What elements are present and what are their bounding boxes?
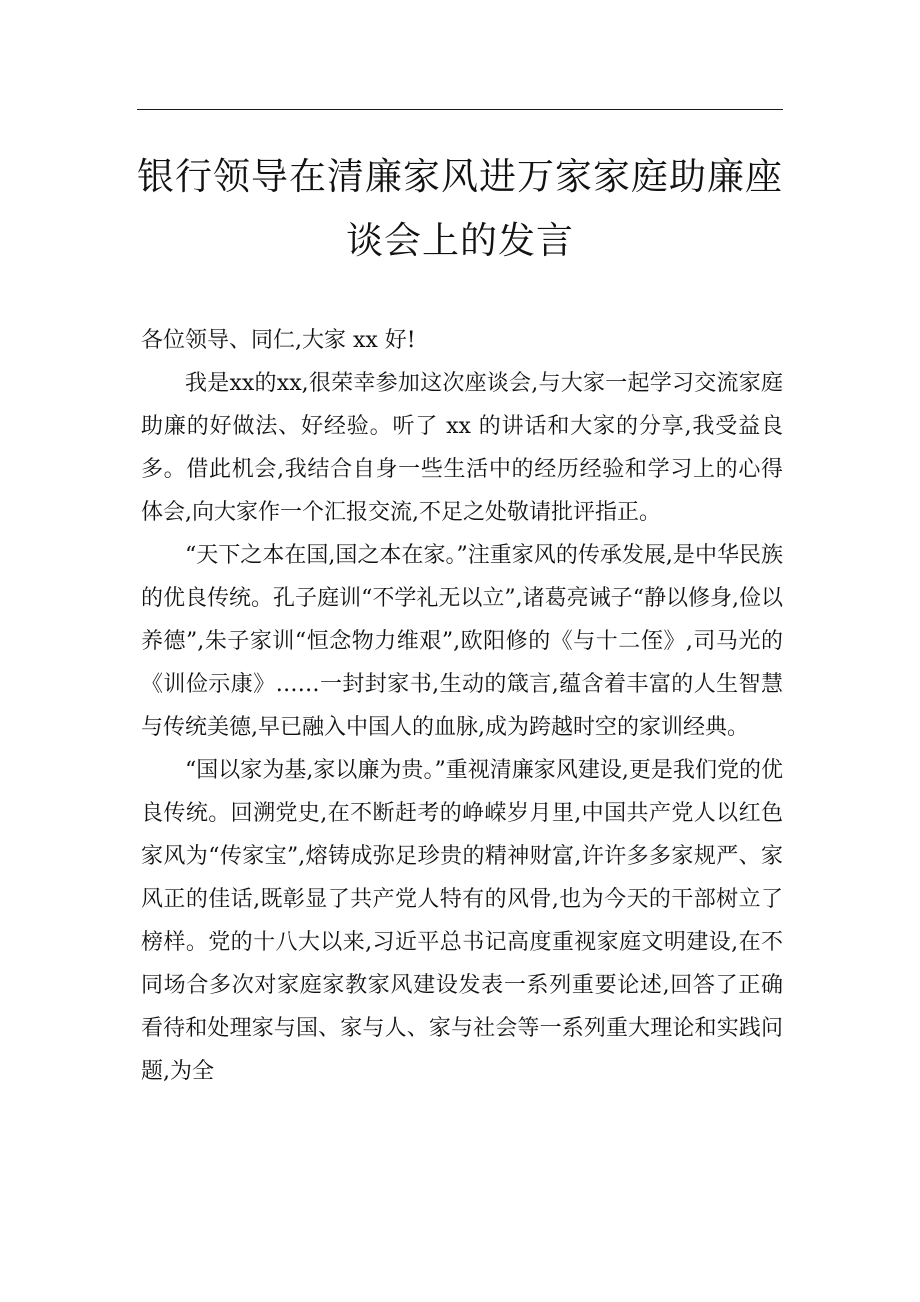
document-title: 银行领导在清廉家风进万家家庭助廉座谈会上的发言 <box>137 155 783 262</box>
salutation: 各位领导、同仁,大家 xx 好! <box>141 328 416 353</box>
paragraph-clean-family-style: “国以家为基,家以廉为贵。”重视清廉家风建设,更是我们党的优良传统。回溯党史,在不断赶考的峥嵘岁月里,中国共产党人以红色家风为“传家宝”,熔铸成弥足珍贵的精神财富,许许多多家规严、家风正的佳话,既彰显了共产党人特有的风骨,也为今天的干部树立了榜样。党的十八大以来,习近平总书记高度重视家庭文明建设,在不同场合多次对家庭家教家风建设发表一系列重要论述,回答了正确看待和处理家与国、家与人、家与社会等一系列重大理论和实践问题,为全 <box>141 758 783 1084</box>
paragraph-intro: 我是xx的xx,很荣幸参加这次座谈会,与大家一起学习交流家庭助廉的好做法、好经验。听了 xx 的讲话和大家的分享,我受益良多。借此机会,我结合自身一些生活中的经历经验和学习上的心得体会,向大家作一个汇报交流,不足之处敬请批评指正。 <box>141 371 783 525</box>
paragraph-family-tradition: “天下之本在国,国之本在家。”注重家风的传承发展,是中华民族的优良传统。孔子庭训“不学礼无以立”,诸葛亮诫子“静以修身,俭以养德”,朱子家训“恒念物力维艰”,欧阳修的《与十二侄》,司马光的《训俭示康》……一封封家书,生动的箴言,蕴含着丰富的人生智慧与传统美德,早已融入中国人的血脉,成为跨越时空的家训经典。 <box>141 543 783 740</box>
header-rule <box>137 109 783 110</box>
document-body <box>141 319 783 1093</box>
